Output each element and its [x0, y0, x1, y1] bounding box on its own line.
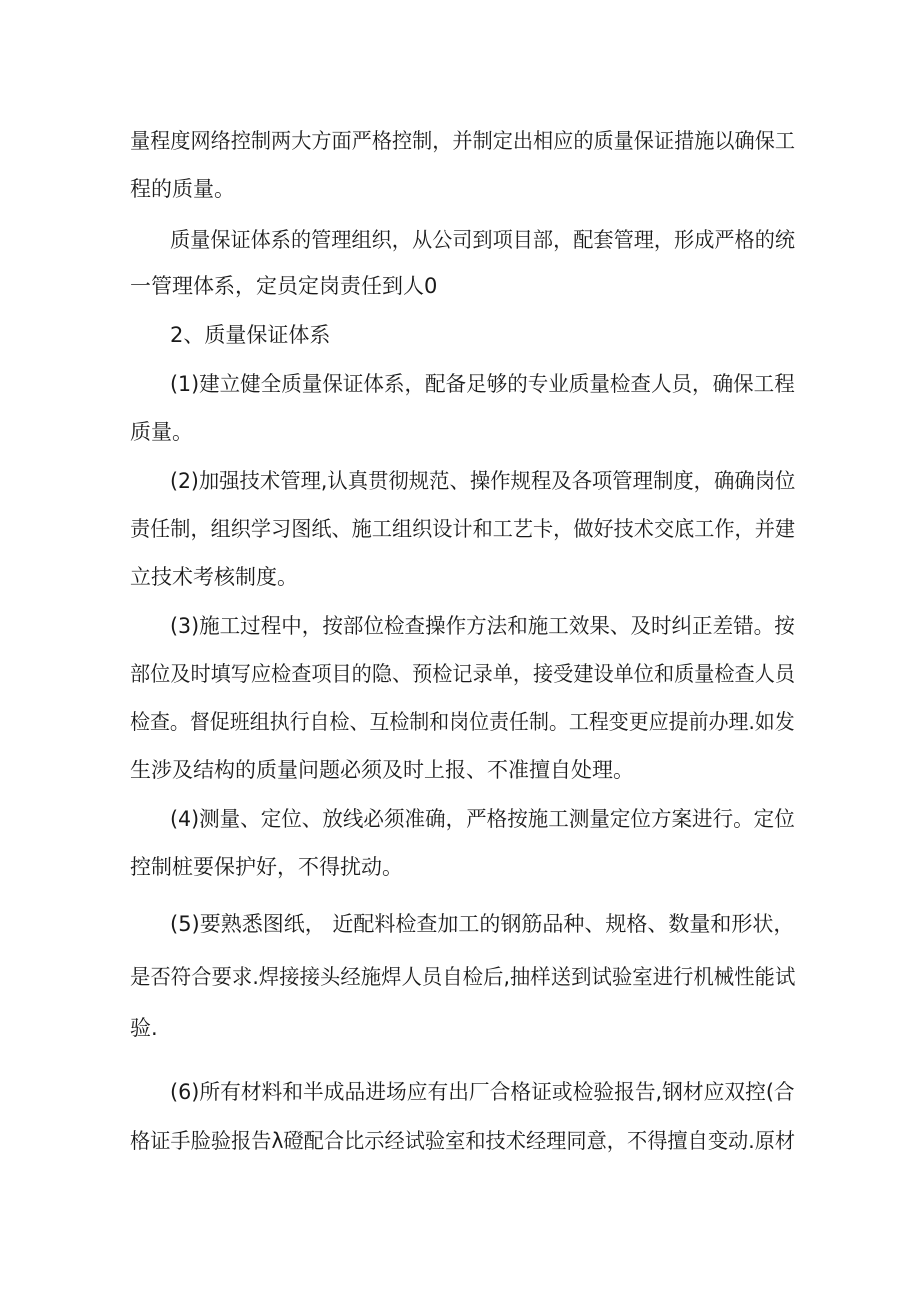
text-line: 部位及时填写应检查项目的隐、预检记录单，接受建设单位和质量检查人员	[130, 662, 796, 686]
text-line: (5)要熟悉图纸， 近配料检查加工的钢筋品种、规格、数量和形状，	[170, 912, 795, 936]
section-heading: 2、质量保证体系	[170, 323, 331, 347]
text-line: (6)所有材料和半成品进场应有出厂合格证或检验报告,钢材应双控(合	[170, 1080, 795, 1104]
text-line: 生涉及结构的质量问题必须及时上报、不准擅自处理。	[130, 758, 634, 782]
text-line: (3)施工过程中，按部位检查操作方法和施工效果、及时纠正差错。按	[170, 614, 795, 638]
text-line: 立技术考核制度。	[130, 565, 298, 589]
text-line: (1)建立健全质量保证体系，配备足够的专业质量检查人员，确保工程	[170, 372, 795, 396]
text-line: 程的质量。	[130, 177, 235, 201]
text-line: 检查。督促班组执行自检、互检制和岗位责任制。工程变更应提前办理.如发	[130, 710, 795, 734]
text-line: 控制桩要保护好，不得扰动。	[130, 855, 403, 879]
text-line: 责任制，组织学习图纸、施工组织设计和工艺卡，做好技术交底工作，并建	[130, 517, 796, 541]
text-line: 验.	[130, 1016, 158, 1040]
text-line: 格证手脸验报告λ磴配合比示经试验室和技术经理同意，不得擅自变动.原材	[130, 1129, 796, 1153]
text-line: 一管理体系，定员定岗责任到人0	[130, 274, 438, 298]
text-line: (4)测量、定位、放线必须准确，严格按施工测量定位方案进行。定位	[170, 807, 795, 831]
text-line: 质量。	[130, 420, 193, 444]
text-line: 量程度网络控制两大方面严格控制，并制定出相应的质量保证措施以确保工	[130, 129, 796, 153]
text-line: 是否符合要求.焊接接头经施焊人员自检后,抽样送到试验室进行机械性能试	[130, 965, 796, 989]
text-line: 质量保证体系的管理组织，从公司到项目部，配套管理，形成严格的统	[170, 228, 796, 252]
text-line: (2)加强技术管理,认真贯彻规范、操作规程及各项管理制度，确确岗位	[170, 469, 796, 493]
